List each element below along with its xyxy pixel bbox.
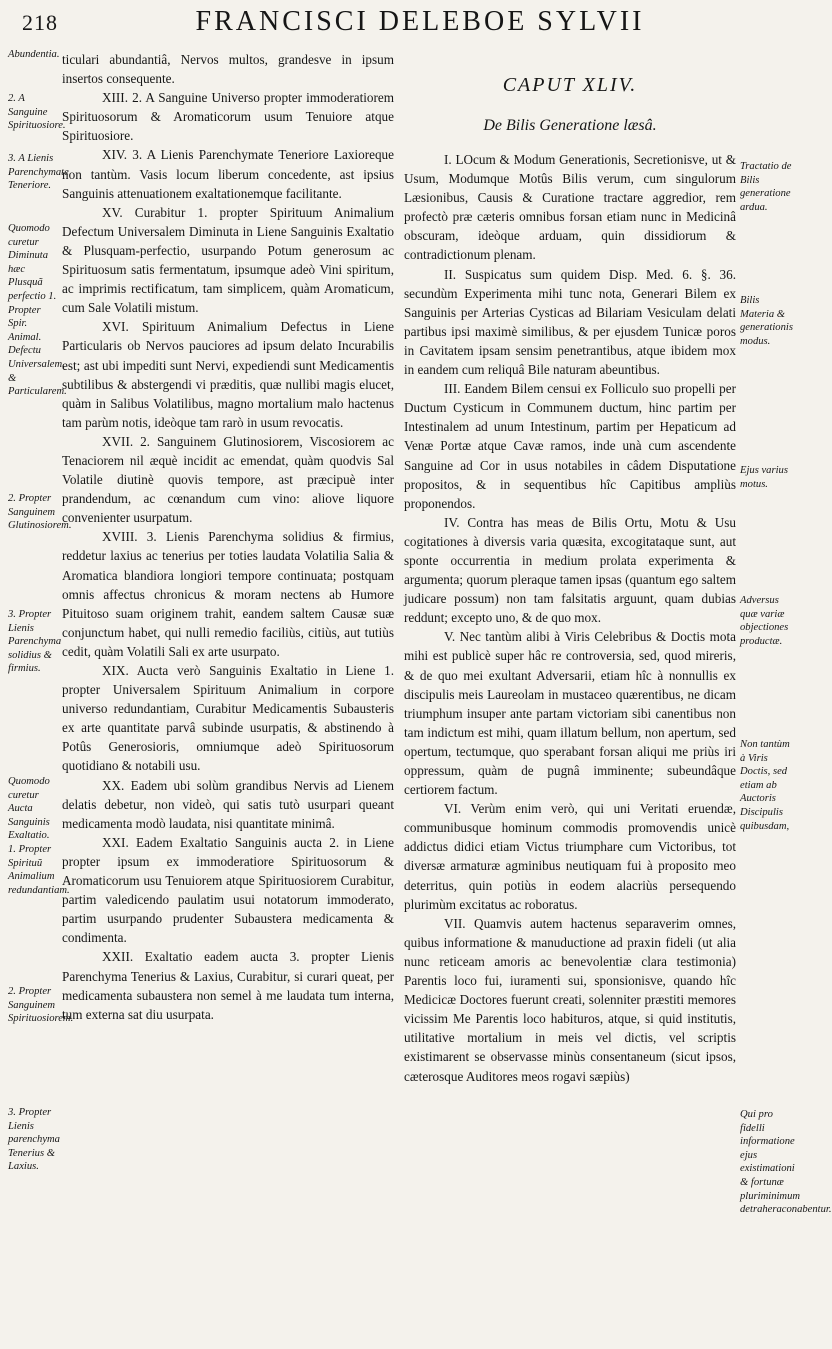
margin-gloss: Bilis Materia & generationis modus. [740,295,793,347]
left-column [62,50,394,1024]
paragraph: XIV. 3. A Lienis Parenchymate Teneriore Laxioreque non tantùm. Vasis locum liberum concedente, ast ipsius Sanguinis attenuationem exaltationemque facilitante. [62,147,394,201]
paragraph: XV. Curabitur 1. propter Spirituum Animalium Defectum Universalem Diminuta in Liene Sanguinis Exaltatio & Plusquam-perfectio, usurpando Potum generosum ac Spirituosum satis fermentatum, ipsumque adeò Vini spiritum, ac imprimis rectificatum, tam simplicem, quàm Aromaticum, cum Sale Volatili mistum. [62,204,394,316]
margin-gloss: Adversus quæ variæ objectiones productæ. [740,595,789,647]
paragraph: XIX. Aucta verò Sanguinis Exaltatio in Liene 1. propter Universalem Spirituum Animalium in corpore universo redundantiam, Curabitur Medicamentis Subausteris ex arte quantitate parvâ subinde usurpatis, & abstinendo à Potûs Generosioris, omniumque adeò Spirituosorum quotidiano & notabili usu. [62,663,394,774]
margin-gloss: 2. Propter Sanguinem Spirituosiorem. [8,986,74,1025]
chapter-subtitle: De Bilis Generatione læsâ. [483,117,657,134]
paragraph: VI. Verùm enim verò, qui uni Veritati eruendæ, communibusque hominum commodis promovendis unicè addictus didici etiam Victus triumphare cum Victoribus, tot diversæ armaturæ agminibus neutiquam fui à proposito meo deterritus, quin potiùs in eodem alacriùs persequendo plurimùm excitatus ac roboratus. [404,801,736,912]
margin-gloss: Quomodo curetur Diminuta hæc Plusquã perfectio 1. Propter Spir. Animal. Defectu Universalem, & Particularem. [8,223,67,398]
margin-gloss: 3. A Lienis Parenchymate Teneriore. [8,153,69,192]
margin-gloss: Quomodo curetur Aucta Sanguinis Exaltatio. 1. Propter Spirituũ Animalium redundantiam. [8,776,70,896]
paragraph: XVI. Spirituum Animalium Defectus in Liene Particularis ob Nervos pauciores ad ipsum delato Incurabilis est; ast ubi impediti sunt Nervi, expediendi sunt Medicamentis subtilibus & abstergendi vi præditis, quæ nullibi magis elucet, quàm in Salibus Volatilibus, magno mortalium malo hactenus tam parùm notis, ideòque tam rarò in usum revocatis. [62,319,394,430]
margin-gloss: Non tantùm à Viris Doctis, sed etiam ab Auctoris Discipulis quibusdam, [740,739,790,832]
margin-gloss: Ejus varius motus. [740,465,788,490]
paragraph: XVIII. 3. Lienis Parenchyma solidius & firmius, reddetur laxius ac tenerius per toties laudata Volatilia Salia & Aromatica blandiora longiori tempore continuata; postquam omnis affectus chronicus & moram nectens ab Humore Pituitoso suam originem trahit, eandem saltem Causæ suæ conjunctum habet, qui nulli remedio faciliùs, citiùs, aut tutiùs cedit, quàm Volatili Sali ex arte usurpato. [62,529,394,659]
running-head: FRANCISCI DELEBOE SYLVII [195,6,645,37]
paragraph: III. Eandem Bilem censui ex Folliculo suo propelli per Ductum Cysticum in Communem ductum, hinc partim per Intestinalem ad unum Intestinum, partim per Hepaticum ad Venæ Portæ atque Cavæ ramos, inde unà cum ascendente Sanguine ad Cor in usus notabiles in câdem Disputatione propositos, & in sequentibus hîc Capitibus ampliùs proponendos. [404,381,736,511]
paragraph: XIII. 2. A Sanguine Universo propter immoderatiorem Spirituosorum & Aromaticorum usum Tenuiore atque Spirituosiore. [62,90,394,144]
paragraph: IV. Contra has meas de Bilis Ortu, Motu & Usu cogitationes à diversis varia quæsita, excogitataque sunt, aut sponte occurrentia in medium prolata experimenta & argumenta; quorum pleraque tamen ipsas (quantum ego saltem judicare possum) non tam falsitatis arguunt, quam dubias reddunt; excepto uno, & de quo mox. [404,514,736,626]
paragraph: XVII. 2. Sanguinem Glutinosiorem, Viscosiorem ac Tenaciorem nil æquè incidit ac emendat, quàm quodvis Sal Volatile diutinè quovis tempore, ast præcipuè inter prandendum, ac cœnandum cum vino: aliove liquore convenienter usurpatum. [62,433,394,526]
paragraph: VII. Quamvis autem hactenus separaverim omnes, quibus informatione & manuductione ad praxin fideli (ut alia nunc reticeam amoris ac benevolentiæ clara testimonia) Parentis loco fui, iuramenti sui, sponsionisve, quando hîc Medicicæ Doctores fuerunt creati, solenniter præstiti memores vicissim Me Parentis loco habituros, atque, si quid institutis, utilitative mortalium in meis vel dictis, vel scriptis existimarent se observasse minùs consentaneum (sicut ipsos, cæterosque Auditores meos rogavi sæpiùs) [404,915,736,1084]
chapter-title: CAPUT XLIV. [502,74,638,96]
margin-gloss: 3. Propter Lienis parenchyma Tenerius & Laxius. [8,1107,60,1173]
paragraph: XXI. Eadem Exaltatio Sanguinis aucta 2. in Liene propter ipsum ex immoderatiore Spirituosorum & Aromaticorum usu Tenuiorem atque Spirituosiorem Curabitur, partim valedicendo paulatim usui notatorum immoderato, partim usurpando prudenter Subaustera medicamenta & condimenta. [62,834,394,946]
margin-gloss: Tractatio de Bilis generatione ardua. [740,161,792,213]
margin-gloss: 2. Propter Sanguinem Glutinosiorem. [8,493,72,532]
paragraph: I. LOcum & Modum Generationis, Secretionisve, ut & Usum, Modumque Motûs Bilis verum, cum singulorum Læsionibus, Causis & Curatione tractare aggredior, rem profectò præ cæteris omnibus forsan etiam nunc in Medicinâ obscuram, ideòque arduam, quin dissidiorum & contradictionum plenam. [404,152,736,263]
margin-gloss: 3. Propter Lienis Parenchyma solidius & firmius. [8,609,62,675]
paragraph: V. Nec tantùm alibi à Viris Celebribus & Doctis mota mihi est publicè super hâc re controversia, sed, quod mireris, & de quo mei exultant Adversarii, etiam hîc à nonnullis ex discipulis meis Laureolam in mustaceo quærentibus, ne dicam triumphum insuper ante partam victoriam sibi canentibus non tam indictum est mihi, quam illatum bellum, non apertum, sed opertum, tectumque, quo sperabant forsan aliqui me priùs iri oppressum, quàm de pugnâ imminente; subeundâque certiorem factum. [404,629,736,798]
right-column [404,68,736,1086]
paragraph: XX. Eadem ubi solùm grandibus Nervis ad Lienem delatis debetur, non videò, qui satis tutò usurpari queant medicamenta modò laudata, nisi quantitate minimâ. [62,777,394,831]
margin-gloss: 2. A Sanguine Spirituosiore. [8,93,66,132]
page-number: 218 [22,10,58,35]
paragraph: XXII. Exaltatio eadem aucta 3. propter Lienis Parenchyma Tenerius & Laxius, Curabitur, si curari queat, per medicamenta subaustera non semel à me laudata tum interna, tum externa sat diu usurpata. [62,949,394,1022]
margin-gloss: Abundentia. [8,49,60,60]
margin-gloss: Qui pro fidelli informatione ejus existimationi & fortunæ pluriminimum detraheraconabentur. [740,1109,832,1216]
paragraph: II. Suspicatus sum quidem Disp. Med. 6. §. 36. secundùm Experimenta mihi tunc nota, Generari Bilem ex Sanguinis per Arterias Cysticas ad Bilariam Vesiculam delati partibus ipsi maximè similibus, & per ejusdem Tunicæ poros in Cavitatem ipsam sensim penetrantibus, atque ibidem mox in eandem cum reliquâ Bile naturam abeuntibus. [404,266,736,378]
paragraph: ticulari abundantiâ, Nervos multos, grandesve in ipsum insertos consequente. [62,52,394,87]
